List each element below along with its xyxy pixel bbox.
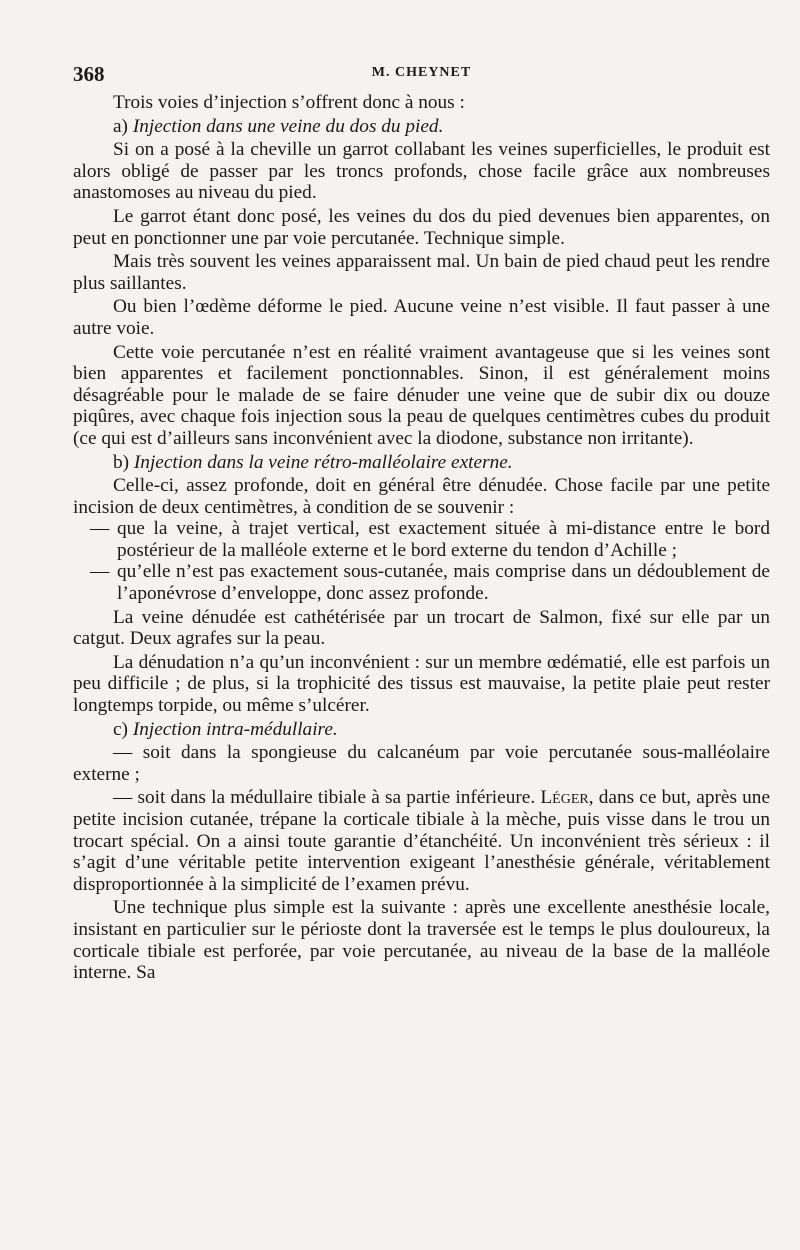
paragraph: Cette voie percutanée n’est en réalité vraiment avantageuse que si les veines sont bien apparentes et facilement ponctionnables. Sinon, il est généralement moins désagréable pour le malade de se faire dénuder une veine que de subir dix ou douze piqûres, avec chaque fois injection sous la peau de quelques centimètres cubes du produit (ce qui est d’ailleurs sans inconvénient avec la diodone, substance non irritante). xyxy=(73,341,770,449)
running-head xyxy=(73,58,770,92)
dash-marker: — xyxy=(90,561,110,583)
body-text xyxy=(73,92,770,984)
list-item xyxy=(73,518,770,561)
section-c-label: c) xyxy=(113,718,128,740)
paragraph xyxy=(73,787,770,895)
paragraph: Celle-ci, assez profonde, doit en général être dénudée. Chose facile par une petite incision de deux centimètres, à condition de se souvenir : xyxy=(73,475,770,518)
paragraph: — soit dans la spongieuse du calcanéum par voie percutanée sous-malléolaire externe ; xyxy=(73,742,770,785)
page-number: 368 xyxy=(73,62,105,86)
section-a-title: Injection dans une veine du dos du pied. xyxy=(132,115,444,137)
paragraph: Le garrot étant donc posé, les veines du dos du pied devenues bien apparentes, on peut en ponctionner une par voie percutanée. Technique simple. xyxy=(73,205,770,249)
list-item-text: que la veine, à trajet vertical, est exactement située à mi-distance entre le bord postérieur de la malléole externe et le bord externe du tendon d’Achille ; xyxy=(117,518,770,561)
author-name-leger: Léger xyxy=(540,787,589,809)
paragraph: Mais très souvent les veines apparaissent mal. Un bain de pied chaud peut les rendre plus saillantes. xyxy=(73,251,770,294)
list-item xyxy=(73,561,770,604)
paragraph: Ou bien l’œdème déforme le pied. Aucune veine n’est visible. Il faut passer à une autre voie. xyxy=(73,296,770,339)
section-a-heading xyxy=(73,116,770,138)
paragraph: Une technique plus simple est la suivante : après une excellente anesthésie locale, insistant en particulier sur le périoste dont la traversée est le temps le plus douloureux, la corticale tibiale est perforée, par voie percutanée, au niveau de la base de la malléole interne. Sa xyxy=(73,897,770,984)
section-c-title: Injection intra-médullaire. xyxy=(132,718,338,740)
paragraph: Si on a posé à la cheville un garrot collabant les veines superficielles, le produit est alors obligé de passer par les troncs profonds, chose facile grâce aux nombreuses anastomoses au niveau du pied. xyxy=(73,139,770,204)
paragraph: La veine dénudée est cathétérisée par un trocart de Salmon, fixé sur elle par un catgut. Deux agrafes sur la peau. xyxy=(73,606,770,650)
paragraph: La dénudation n’a qu’un inconvénient : sur un membre œdématié, elle est parfois un peu difficile ; de plus, si la trophicité des tissus est mauvaise, la petite plaie peut rester longtemps torpide, ou même s’ulcérer. xyxy=(73,651,770,717)
dash-marker: — xyxy=(90,518,110,540)
list-item-text: qu’elle n’est pas exactement sous-cutanée, mais comprise dans un dédoublement de l’aponévrose d’enveloppe, donc assez profonde. xyxy=(117,561,770,605)
running-head-author: M. CHEYNET xyxy=(371,65,472,80)
section-a-label: a) xyxy=(113,115,128,137)
section-b-heading xyxy=(73,452,770,474)
option-2-rest: , dans ce but, après une petite incision cutanée, trépane la corticale tibiale à la mèche, puis visse dans le trou un trocart spécial. On a ainsi toute garantie d’étanchéité. Un inconvénient très sérieux : il s’agit d’une véritable petite intervention exigeant l’anesthésie générale, véritablement disproportionnée à la simplicité de l’examen prévu. xyxy=(73,787,771,895)
section-b-label: b) xyxy=(113,451,130,473)
section-b-title: Injection dans la veine rétro-malléolaire externe. xyxy=(133,451,513,473)
section-c-heading xyxy=(73,719,770,741)
option-2-start: — soit dans la médullaire tibiale à sa partie inférieure. xyxy=(113,787,536,809)
intro-paragraph: Trois voies d’injection s’offrent donc à nous : xyxy=(113,92,465,113)
